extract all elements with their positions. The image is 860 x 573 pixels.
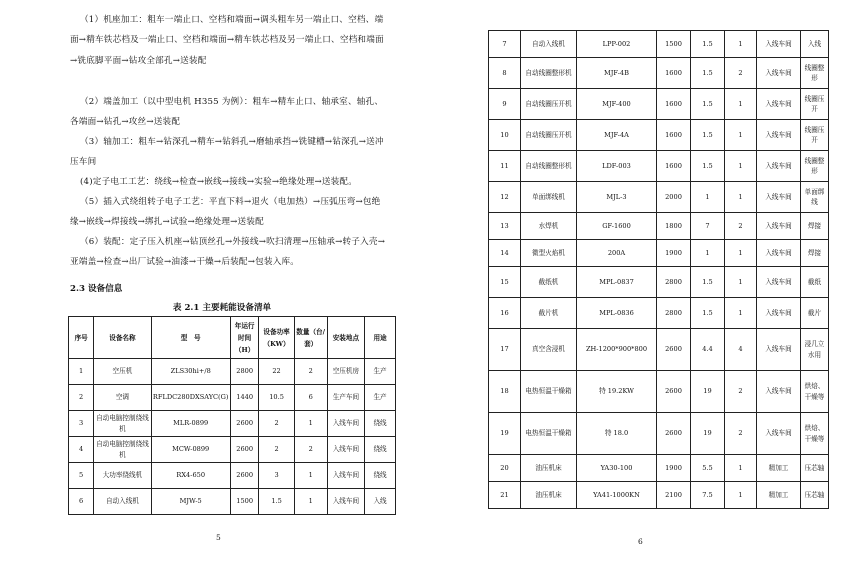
table-cell: GF-1600 [577,213,657,240]
table-cell: 2 [259,437,294,463]
table-row [489,120,829,151]
table-cell: RFLDC280DXSAYC(G) [151,385,230,411]
table-cell: 4 [69,437,94,463]
table-row [69,411,396,437]
table-cell: 3 [69,411,94,437]
table-row [489,455,829,482]
table-header-row [69,317,396,359]
table-cell: 1 [725,455,757,482]
table-cell: 2 [725,413,757,455]
table-cell: 5 [69,463,94,489]
column-header: 用途 [365,317,396,359]
table-cell: 截纸机 [521,267,577,298]
table-cell: 精加工 [757,482,801,509]
table-cell: 1 [725,298,757,329]
table-cell: 压芯轴 [801,482,829,509]
table-cell: 入线车间 [757,298,801,329]
table-cell: MJF-4A [577,120,657,151]
table-row [489,182,829,213]
table-cell: 10 [489,120,521,151]
table-cell: 10.5 [259,385,294,411]
table-cell: 2000 [657,182,691,213]
table-cell: 1.5 [691,89,725,120]
table-cell: 2600 [657,329,691,371]
table-cell: 7 [489,31,521,58]
table-row [489,413,829,455]
table-row [489,58,829,89]
table-cell: 2 [259,411,294,437]
table-cell: 入线车间 [757,89,801,120]
table-cell: YA41-1000KN [577,482,657,509]
table-cell: 自动线圈压开机 [521,89,577,120]
table-cell: 1 [725,240,757,267]
table-cell: 2 [725,213,757,240]
table-cell: 1.5 [691,151,725,182]
table-cell: 入线车间 [757,120,801,151]
table-cell: 6 [69,489,94,515]
table-cell: 2600 [657,413,691,455]
table-cell: 线圈压开 [801,120,829,151]
table-cell: 入线车间 [757,413,801,455]
table-cell: 自动入线机 [521,31,577,58]
table-cell: 1500 [230,489,259,515]
page-number: 6 [638,537,643,546]
section-heading: 2.3 设备信息 [70,284,123,294]
table-cell: 入线 [365,489,396,515]
table-cell: MPL-0837 [577,267,657,298]
table-cell: 20 [489,455,521,482]
table-cell: 入线车间 [757,31,801,58]
table-cell: 精加工 [757,455,801,482]
table-cell: 入线车间 [757,371,801,413]
table-cell: 2600 [230,411,259,437]
table-cell: 1600 [657,58,691,89]
table-cell: 8 [489,58,521,89]
table-cell: RX4-650 [151,463,230,489]
table-cell: 1500 [657,31,691,58]
table-row [489,31,829,58]
table-cell: 大功率绕线机 [94,463,151,489]
table-cell: 特 19.2KW [577,371,657,413]
table-cell: 生产 [365,385,396,411]
table-cell: 线圈压开 [801,89,829,120]
table-cell: 单面绑线 [801,182,829,213]
table-cell: 入线车间 [327,411,364,437]
column-header: 序号 [69,317,94,359]
table-cell: 水焊机 [521,213,577,240]
table-cell: 入线车间 [327,489,364,515]
table-cell: 1900 [657,240,691,267]
table-cell: 1600 [657,120,691,151]
table-cell: 线圈整形 [801,58,829,89]
table-cell: 入线车间 [757,58,801,89]
table-caption: 表 2.1 主要耗能设备清单 [172,303,272,313]
table-cell: 特 18.0 [577,413,657,455]
table-cell: 19 [691,371,725,413]
table-cell: 自动线圈压开机 [521,120,577,151]
table-cell: 3 [259,463,294,489]
table-cell: MCW-0899 [151,437,230,463]
table-row [69,463,396,489]
table-cell: 电热恒温干燥箱 [521,413,577,455]
table-cell: 16 [489,298,521,329]
table-cell: 压芯轴 [801,455,829,482]
table-cell: 1600 [657,151,691,182]
table-cell: 1 [294,411,327,437]
table-row [489,371,829,413]
table-cell: 6 [294,385,327,411]
table-cell: 1.5 [691,298,725,329]
table-cell: 单面绑线机 [521,182,577,213]
table-cell: 入线车间 [757,240,801,267]
table-cell: 烘焙、干燥等 [801,413,829,455]
table-cell: 1 [725,31,757,58]
table-cell: 自动电脑控制绕线机 [94,437,151,463]
table-cell: 1 [725,482,757,509]
table-cell: 7 [691,213,725,240]
table-row [489,267,829,298]
table-cell: 1 [691,240,725,267]
table-cell: 自动线圈整形机 [521,151,577,182]
column-header: 数量（台/套） [294,317,327,359]
table-cell: 自动线圈整形机 [521,58,577,89]
table-cell: 9 [489,89,521,120]
table-cell: 2800 [657,267,691,298]
table-cell: 2 [725,58,757,89]
table-row [489,240,829,267]
table-cell: 15 [489,267,521,298]
paragraph-shaft-machining: （3）轴加工：粗车→钻深孔→精车→钻斜孔→磨轴承挡→铣键槽→钻深孔→送冲压车间 [70,137,384,168]
table-cell: MJL-3 [577,182,657,213]
table-cell: 1 [725,120,757,151]
table-cell: 入线车间 [327,463,364,489]
table-cell: 13 [489,213,521,240]
table-cell: 入线车间 [757,151,801,182]
table-cell: 入线车间 [757,329,801,371]
table-cell: 焊接 [801,240,829,267]
table-cell: 2100 [657,482,691,509]
table-cell: 2 [725,371,757,413]
table-cell: 1 [69,359,94,385]
table-cell: 1.5 [691,31,725,58]
table-cell: ZLS30hi+/8 [151,359,230,385]
table-cell: 生产 [365,359,396,385]
table-cell: 2600 [230,463,259,489]
column-header: 安装地点 [327,317,364,359]
table-cell: 21 [489,482,521,509]
table-cell: 17 [489,329,521,371]
equipment-table-right [488,30,829,509]
table-row [489,329,829,371]
table-cell: 空压机 [94,359,151,385]
table-cell: 1 [725,182,757,213]
table-cell: 2600 [230,437,259,463]
table-cell: MJF-4B [577,58,657,89]
table-cell: LDF-003 [577,151,657,182]
paragraph-assembly: （6）装配：定子压入机座→钻顶丝孔→外接线→吹扫清理→压轴承→转子入壳→亚端盖→检查→出厂试验→油漆→干燥→后装配→包装入库。 [70,237,386,268]
table-row [489,298,829,329]
table-cell: 1 [691,182,725,213]
table-cell: 22 [259,359,294,385]
table-row [489,482,829,509]
table-cell: 生产车间 [327,385,364,411]
table-cell: 19 [489,413,521,455]
table-cell: 2800 [230,359,259,385]
left-page [48,0,396,573]
table-cell: 2600 [657,371,691,413]
table-cell: 1 [725,267,757,298]
table-cell: MPL-0836 [577,298,657,329]
table-row [489,89,829,120]
table-cell: 入线车间 [327,437,364,463]
table-row [489,151,829,182]
table-cell: 空调 [94,385,151,411]
equipment-table-left [68,316,396,515]
table-cell: MLR-0899 [151,411,230,437]
table-row [69,359,396,385]
table-cell: 14 [489,240,521,267]
table-cell: ZH-1200*900*800 [577,329,657,371]
table-cell: MJF-400 [577,89,657,120]
paragraph-end-cover-machining: （2）端盖加工（以中型电机 H355 为例）：粗车→精车止口、轴承室、轴孔、各端面→钻孔→攻丝→送装配 [70,97,384,128]
column-header: 型 号 [151,317,230,359]
table-cell: 12 [489,182,521,213]
table-cell: 2 [294,437,327,463]
page-number: 5 [216,533,221,542]
table-cell: 2800 [657,298,691,329]
paragraph-frame-machining: （1）机座加工：粗车一端止口、空档和端面→调头粗车另一端止口、空档、端面→精车铁芯档及一端止口、空档和端面→精车铁芯档及另一端止口、空档和端面→铣底脚平面→钻攻全部孔→送装配 [70,15,384,66]
table-cell: 2 [69,385,94,411]
table-cell: 1900 [657,455,691,482]
column-header: 设备功率（KW） [259,317,294,359]
table-cell: 电热恒温干燥箱 [521,371,577,413]
table-cell: 4.4 [691,329,725,371]
table-cell: 1.5 [691,58,725,89]
table-cell: 1.5 [691,267,725,298]
table-cell: 浸几立水用 [801,329,829,371]
table-cell: 1.5 [259,489,294,515]
table-cell: 1 [294,489,327,515]
table-cell: 焊接 [801,213,829,240]
table-cell: 2 [294,359,327,385]
table-cell: 油压机床 [521,482,577,509]
table-cell: 19 [691,413,725,455]
table-cell: 入线车间 [757,267,801,298]
table-cell: 烘焙、干燥等 [801,371,829,413]
table-cell: MJW-5 [151,489,230,515]
column-header: 设备名称 [94,317,151,359]
table-cell: 截片机 [521,298,577,329]
table-cell: 微型火焰机 [521,240,577,267]
table-cell: 18 [489,371,521,413]
table-cell: 1 [725,151,757,182]
table-cell: 自动电脑控制绕线机 [94,411,151,437]
table-cell: 油压机床 [521,455,577,482]
table-cell: 入线车间 [757,182,801,213]
table-cell: 1800 [657,213,691,240]
table-cell: 7.5 [691,482,725,509]
column-header: 年运行时间（H） [230,317,259,359]
table-cell: 200A [577,240,657,267]
table-cell: 11 [489,151,521,182]
table-cell: 真空含浸机 [521,329,577,371]
table-cell: 绕线 [365,463,396,489]
table-cell: 4 [725,329,757,371]
table-cell: 1 [725,89,757,120]
right-page [488,0,828,573]
table-cell: 绕线 [365,437,396,463]
table-cell: LPP-002 [577,31,657,58]
table-cell: 1600 [657,89,691,120]
table-cell: YA30-100 [577,455,657,482]
table-cell: 自动入线机 [94,489,151,515]
paragraph-stator-process: (4)定子电工工艺：绕线→检查→嵌线→接线→实验→绝缘处理→送装配。 [80,177,358,187]
table-row [69,489,396,515]
table-cell: 1440 [230,385,259,411]
paragraph-rotor-process: （5）插入式绕组转子电子工艺：平直下料→退火（电加热）→压弧压弯→包绝缘→嵌线→焊接线→绑扎→试验→绝缘处理→送装配 [70,197,381,228]
table-cell: 入线 [801,31,829,58]
table-cell: 1 [294,463,327,489]
table-row [69,437,396,463]
table-row [69,385,396,411]
table-cell: 绕线 [365,411,396,437]
table-cell: 入线车间 [757,213,801,240]
table-row [489,213,829,240]
table-cell: 线圈整形 [801,151,829,182]
table-cell: 空压机房 [327,359,364,385]
table-cell: 截纸 [801,267,829,298]
table-cell: 截片 [801,298,829,329]
table-cell: 1.5 [691,120,725,151]
table-cell: 5.5 [691,455,725,482]
